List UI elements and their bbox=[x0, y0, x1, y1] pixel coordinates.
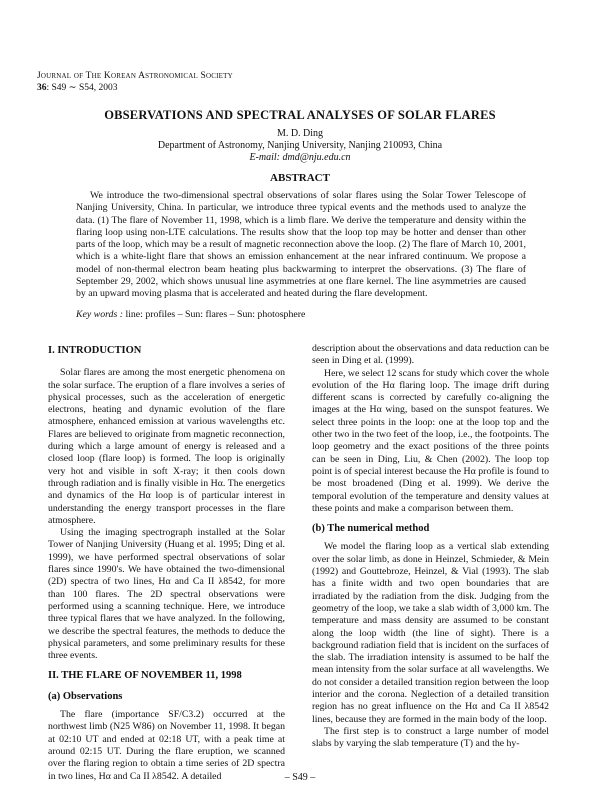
section-heading-flare-1998: II. THE FLARE OF NOVEMBER 11, 1998 bbox=[48, 670, 242, 682]
paragraph: We model the flaring loop as a vertical slab extending over the solar limb, as done in Heinzel, Schmieder, & Mein (1992) and Gouttebroze, Heinzel, & Vial (1993). The slab has a finite width and two open boundaries that are irradiated by the radiation from the disk. Judging from the geometry of the loop, we take a slab width of 3,000 km. The temperature and mass density are assumed to be constant along the loop width (the line of sight). There is a background radiation field that is incident on the surfaces of the slab. The irradiation intensity is assumed to be half the mean intensity from the solar surface at all wavelengths. We do not consider a detailed transition region between the loop interior and the corona. Neglection of a detailed transition region has no great influence on the Hα and Ca II λ8542 lines, because they are formed in the main body of the loop. bbox=[312, 541, 549, 725]
subsection-heading-numerical-method: (b) The numerical method bbox=[312, 523, 430, 535]
affiliation-block bbox=[0, 140, 600, 164]
subsection-heading-observations: (a) Observations bbox=[48, 690, 123, 702]
page-range: : S49 ∼ S54, 2003 bbox=[46, 83, 118, 93]
paragraph: description about the observations and data reduction can be seen in Ding et al. (1999). bbox=[312, 343, 549, 367]
email-label: E-mail: bbox=[249, 152, 280, 163]
left-column bbox=[48, 343, 285, 783]
section-heading-introduction: I. INTRODUCTION bbox=[48, 345, 142, 356]
journal-volume bbox=[37, 82, 233, 94]
paragraph: The first step is to construct a large number of model slabs by varying the slab temperature (T) and the hy- bbox=[312, 725, 549, 750]
keywords-text: line: profiles – Sun: flares – Sun: photosphere bbox=[125, 309, 306, 320]
paragraph: The flare (importance SF/C3.2) occurred at the northwest limb (N25 W86) on November 11, 1998. It began at 02:10 UT and ended at 02:18 UT, with a peak time at around 02:15 UT. During the flare eruption, we scanned over the flaring region to obtain a time series of 2D spectra in two lines, Hα and Ca II λ8542. A detailed bbox=[48, 709, 285, 782]
keywords bbox=[76, 309, 526, 321]
paragraph: Here, we select 12 scans for study which cover the whole evolution of the Hα flaring loop. The image drift during different scans is corrected by carefully co-aligning the images at the Hα wing, based on the sunspot features. We select three points in the loop: one at the loop top and the other two in the two feet of the loop, i.e., the footpoints. The loop geometry and the exact positions of the three points can be seen in Ding, Liu, & Chen (2002). The loop top point is of special interest because the Hα profile is found to be most broadened (Ding et al. 1999). We derive the temporal evolution of the temperature and density values at these points and make a comparison between them. bbox=[312, 367, 549, 514]
right-column bbox=[312, 343, 549, 751]
email-line bbox=[0, 152, 600, 164]
abstract-heading: ABSTRACT bbox=[270, 172, 330, 184]
affiliation: Department of Astronomy, Nanjing University, Nanjing 210093, China bbox=[157, 140, 443, 151]
abstract-text: We introduce the two-dimensional spectral observations of solar flares using the Solar Tower Telescope of Nanjing University, China. In particular, we introduce three typical events and the methods used to analyze the data. (1) The flare of November 11, 1998, which is a limb flare. We derive the temperature and density within the flaring loop using non-LTE calculations. The results show that the loop top may be hotter and denser than other parts of the loop, which may be a result of magnetic reconnection above the loop. (2) The flare of March 10, 2001, which is a white-light flare that shows an emission enhancement at the near infrared continuum. We propose a model of non-thermal electron beam heating plus backwarming to interpret the observations. (3) The flare of September 29, 2002, which shows unusual line asymmetries at one flare kernel. The line asymmetries are caused by an upward moving plasma that is accelerated and heated during the flare development. bbox=[76, 190, 526, 300]
journal-name: Journal of The Korean Astronomical Society bbox=[37, 71, 233, 81]
keywords-label: Key words : bbox=[76, 309, 123, 320]
journal-header bbox=[37, 70, 233, 94]
volume-number: 36 bbox=[37, 83, 47, 93]
paper-title: OBSERVATIONS AND SPECTRAL ANALYSES OF SOLAR FLARES bbox=[104, 108, 496, 122]
paragraph: Solar flares are among the most energetic phenomena on the solar surface. The eruption of a flare involves a series of physical processes, such as the acceleration of energetic electrons, heating and dynamic evolution of the flare atmosphere, enhanced emission at various wavelengths etc. Flares are believed to originate from magnetic reconnection, during which a large amount of energy is released and a closed loop (flare loop) is formed. The loop is originally very hot and visible in soft X-ray; it then cools down through radiation and is finally visible in Hα. The energetics and dynamics of the Hα loop is of particular interest in understanding the energy transport processes in the flare atmosphere. bbox=[48, 367, 285, 526]
author: M. D. Ding bbox=[276, 128, 324, 139]
email-address: dmd@nju.edu.cn bbox=[282, 152, 351, 163]
paragraph: Using the imaging spectrograph installed at the Solar Tower of Nanjing University (Huang et al. 1995; Ding et al. 1999), we have performed spectral observations of solar flares since 1990's. We have obtained the two-dimensional (2D) spectra of two lines, Hα and Ca II λ8542, for more than 100 flares. The 2D spectral observations were performed using a scanning technique. Here, we introduce three typical flares that we have analyzed. In the following, we describe the spectral features, the methods to deduce the physical parameters, and some preliminary results for these three events. bbox=[48, 527, 285, 662]
page-number: – S49 – bbox=[284, 772, 316, 783]
